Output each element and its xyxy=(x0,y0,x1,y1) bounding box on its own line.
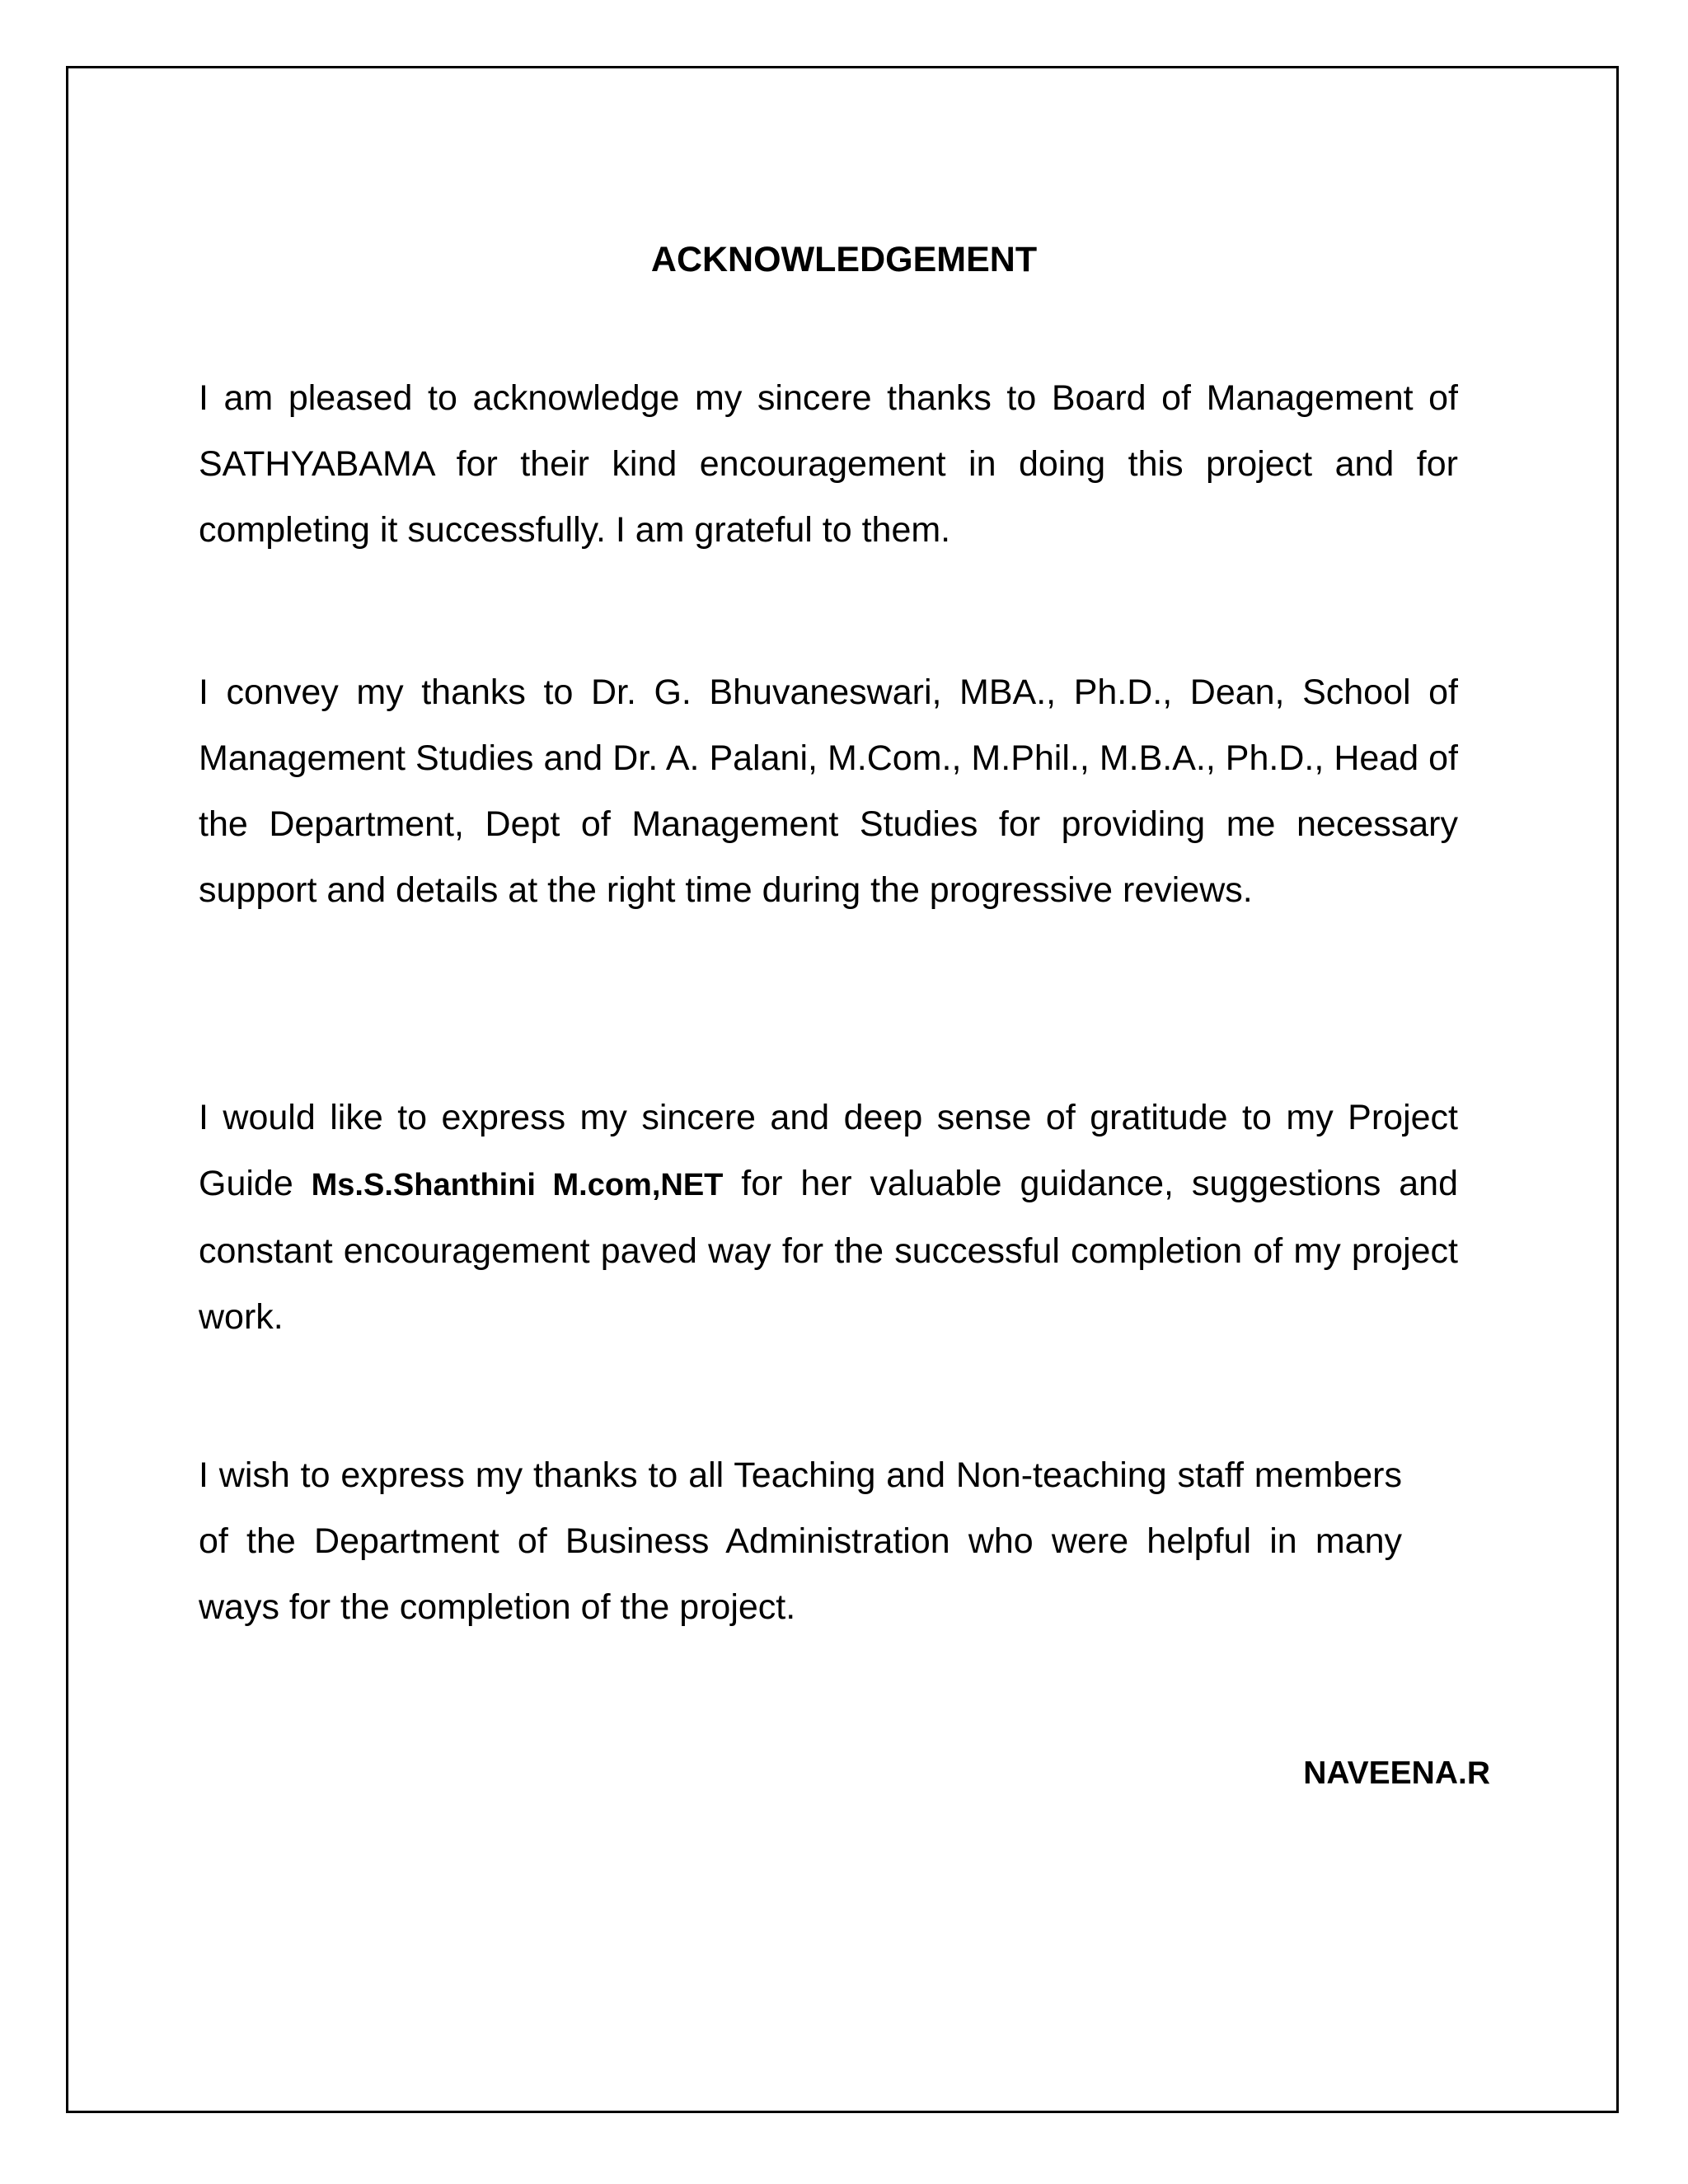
paragraph-guide-thanks xyxy=(199,1085,1458,1350)
page-title: ACKNOWLEDGEMENT xyxy=(650,240,1038,279)
paragraph-guide-intro: I would like to express my sincere and deep sense of gratitude to my Project Guide xyxy=(199,1098,1458,1203)
author-signature: NAVEENA.R xyxy=(1303,1755,1490,1791)
paragraph-dean-thanks: I convey my thanks to Dr. G. Bhuvaneswari, MBA., Ph.D., Dean, School of Management Studies and Dr. A. Palani, M.Com., M.Phil., M.B.A., Ph.D., Head of the Department, Dept of Management Studies for providing me necessary support and details at the right time during the progressive reviews. xyxy=(199,673,1458,910)
paragraph-staff-thanks: I wish to express my thanks to all Teaching and Non-teaching staff members of the Department of Business Administration who were helpful in many ways for the completion of the project. xyxy=(199,1455,1402,1627)
paragraph-board-thanks: I am pleased to acknowledge my sincere thanks to Board of Management of SATHYABAMA for their kind encouragement in doing this project and for completing it successfully. I am grateful to them. xyxy=(199,378,1458,550)
paragraph-guide-outro: for her valuable guidance, suggestions and constant encouragement paved way for the successful completion of my project work. xyxy=(199,1164,1458,1337)
guide-name: Ms.S.Shanthini M.com,NET xyxy=(311,1168,724,1202)
